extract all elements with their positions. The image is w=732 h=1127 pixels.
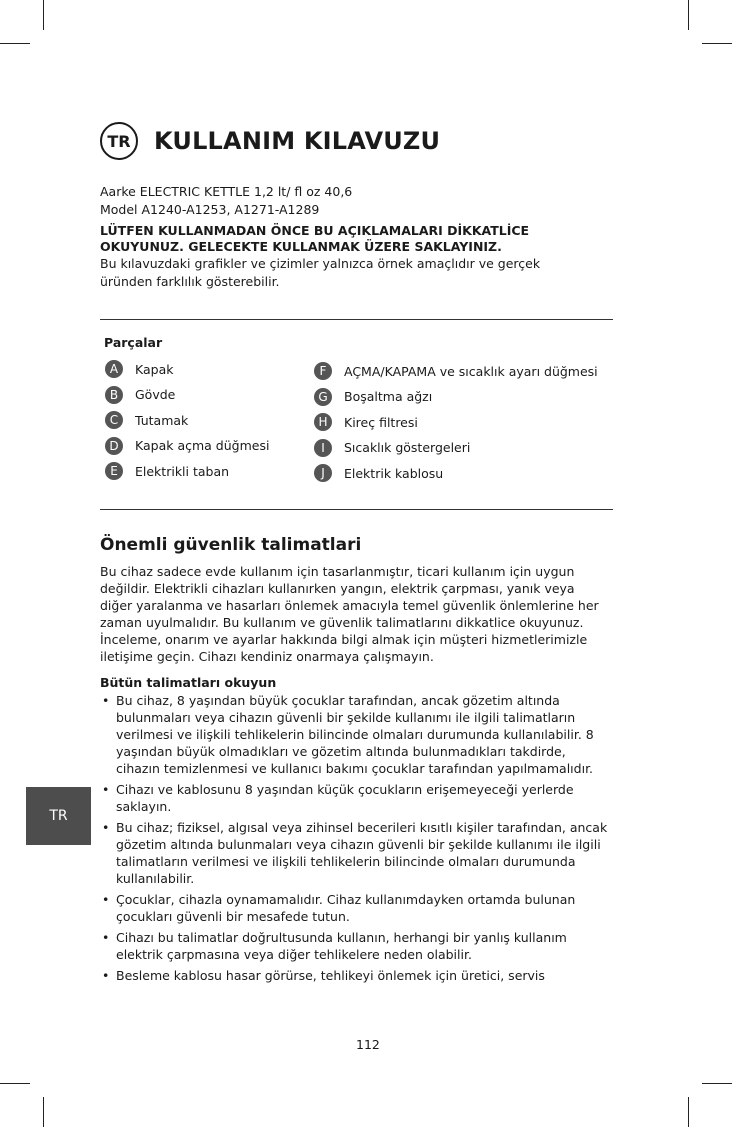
list-item: • Bu cihaz, 8 yaşından büyük çocuklar tarafından, ancak gözetim altında bulunmaları veya cihazın güvenli bir şekilde kullanımı ile ilgili talimatların verilmesi ve ilişkili tehlikelerin bilincinde olmaları durumunda kullanılabilir. 8 yaşından büyük olmadıkları ve gözetim altında bulunmadıkları takdirde, cihazın temizlenmesi ve kullanıcı bakımı çocuklar tarafından yapılmamalıdır. bbox=[100, 692, 610, 777]
page-header bbox=[100, 122, 440, 160]
part-item bbox=[105, 437, 269, 455]
list-item: • Çocuklar, cihazla oynamamalıdır. Cihaz kullanımdayken ortamda bulunan çocukları güvenli bir mesafede tutun. bbox=[100, 891, 610, 925]
divider bbox=[100, 319, 613, 320]
warning-line: LÜTFEN KULLANMADAN ÖNCE BU AÇIKLAMALARI DİKKATLİCE bbox=[100, 223, 530, 238]
part-item bbox=[105, 411, 269, 429]
warning-line: OKUYUNUZ. GELECEKTE KULLANMAK ÜZERE SAKLAYINIZ. bbox=[100, 239, 502, 254]
crop-mark bbox=[43, 1097, 44, 1127]
language-side-tab: TR bbox=[26, 787, 91, 845]
part-label: Kapak bbox=[135, 361, 174, 377]
part-item bbox=[105, 360, 269, 378]
list-item: • Bu cihaz; fiziksel, algısal veya zihinsel becerileri kısıtlı kişiler tarafından, ancak gözetim altında bulunmaları veya cihazın güvenli bir şekilde kullanımı ile ilgili talimatların verilmesi ve ilişkili tehlikelerin bilincinde olmaları durumunda kullanılabilir. bbox=[100, 819, 610, 887]
part-letter-badge: D bbox=[105, 437, 123, 455]
part-letter-badge: C bbox=[105, 411, 123, 429]
part-label: Elektrik kablosu bbox=[344, 465, 444, 481]
page-title: KULLANIM KILAVUZU bbox=[154, 127, 441, 155]
part-label: Gövde bbox=[135, 387, 176, 402]
part-label: Sıcaklık göstergeleri bbox=[344, 440, 471, 455]
warning-text bbox=[100, 223, 620, 255]
crop-mark bbox=[0, 43, 30, 44]
page-number: 112 bbox=[356, 1037, 380, 1052]
divider bbox=[100, 509, 613, 510]
part-letter-badge: F bbox=[314, 362, 332, 380]
crop-mark bbox=[688, 1097, 689, 1127]
product-line: Aarke ELECTRIC KETTLE 1,2 lt/ fl oz 40,6 bbox=[100, 184, 353, 199]
part-item bbox=[314, 388, 598, 406]
crop-mark bbox=[688, 0, 689, 30]
parts-title: Parçalar bbox=[104, 335, 163, 350]
model-line: Model A1240-A1253, A1271-A1289 bbox=[100, 202, 320, 217]
part-item bbox=[105, 462, 269, 480]
parts-list-right bbox=[314, 362, 598, 490]
part-letter-badge: I bbox=[314, 439, 332, 457]
crop-mark bbox=[702, 1083, 732, 1084]
safety-bullet-list bbox=[100, 692, 610, 984]
section-heading: Önemli güvenlik talimatlari bbox=[100, 535, 362, 555]
crop-mark bbox=[0, 1083, 30, 1084]
part-label: AÇMA/KAPAMA ve sıcaklık ayarı düğmesi bbox=[344, 363, 598, 379]
part-letter-badge: H bbox=[314, 413, 332, 431]
part-item bbox=[105, 386, 269, 404]
safety-section bbox=[100, 535, 610, 988]
note-line: Bu kılavuzdaki grafikler ve çizimler yalnızca örnek amaçlıdır ve gerçek bbox=[100, 256, 541, 271]
list-item: • Besleme kablosu hasar görürse, tehlikeyi önlemek için üretici, servis bbox=[100, 967, 610, 984]
list-item: • Cihazı bu talimatlar doğrultusunda kullanın, herhangi bir yanlış kullanım elektrik çarpmasına veya diğer tehlikelere neden olabilir. bbox=[100, 929, 610, 963]
parts-list-left bbox=[105, 360, 269, 488]
illustration-note bbox=[100, 255, 620, 291]
part-letter-badge: E bbox=[105, 462, 123, 480]
crop-mark bbox=[702, 43, 732, 44]
part-item bbox=[314, 362, 598, 380]
part-label: Tutamak bbox=[135, 412, 189, 428]
list-item: • Cihazı ve kablosunu 8 yaşından küçük çocukların erişemeyeceği yerlerde saklayın. bbox=[100, 781, 610, 815]
crop-mark bbox=[43, 0, 44, 30]
part-item bbox=[314, 439, 598, 457]
subheading: Bütün talimatları okuyun bbox=[100, 675, 277, 690]
part-label: Kireç filtresi bbox=[344, 414, 418, 430]
part-letter-badge: G bbox=[314, 388, 332, 406]
safety-paragraph: Bu cihaz sadece evde kullanım için tasarlanmıştır, ticari kullanım için uygun değildir. Elektrikli cihazları kullanırken yangın, elektrik çarpması, yanık veya diğer yaralanma ve hasarları önlemek amacıyla temel güvenlik önlemlerine her zaman uyulmalıdır. Bu kullanım ve güvenlik talimatlarını dikkatlice okuyunuz. İnceleme, onarım ve ayarlar hakkında bilgi almak için müşteri hizmetlerimizle iletişime geçin. Cihazı kendiniz onarmaya çalışmayın. bbox=[100, 564, 599, 664]
part-letter-badge: J bbox=[314, 464, 332, 482]
part-item bbox=[314, 413, 598, 431]
part-label: Kapak açma düğmesi bbox=[135, 438, 270, 453]
part-label: Elektrikli taban bbox=[135, 463, 230, 479]
part-letter-badge: B bbox=[105, 386, 123, 404]
note-line: üründen farklılık gösterebilir. bbox=[100, 274, 280, 289]
language-badge: TR bbox=[100, 122, 138, 160]
part-item bbox=[314, 464, 598, 482]
intro-section bbox=[100, 183, 620, 291]
part-label: Boşaltma ağzı bbox=[344, 389, 433, 404]
part-letter-badge: A bbox=[105, 360, 123, 378]
